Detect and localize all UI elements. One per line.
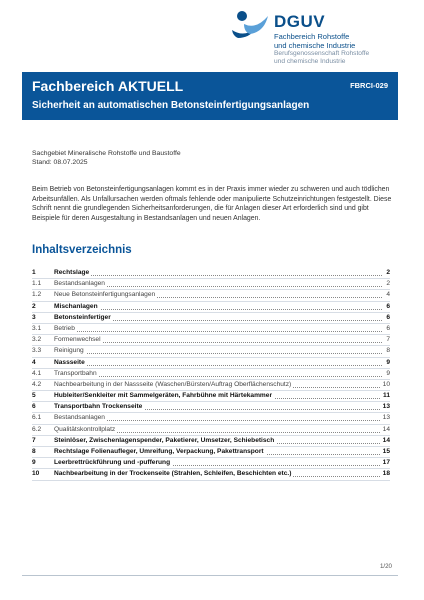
intro-paragraph: Beim Betrieb von Betonsteinfertigungsanlagen kommt es in der Praxis immer wieder zu schweren und auch tödlichen Arbeitsunfällen. Als Unfallursachen werden oftmals fehlende oder manipulierte Schutzeinrichtungen festgestellt. Diese Schrift nennt die grundlegenden Sicherheitsanforderungen, die für Anlagen dieser Art erforderlich sind und gibt Beispiele für deren Ausgestaltung in Bestandsanlagen und neuen Anlagen. [32,186,392,222]
toc-entry-title: Betrieb [54,324,75,332]
toc-dot-leader [54,302,382,310]
toc-entry-title: Hubleiter/Senkleiter mit Sammelgeräten, Fahrbühne mit Härtekammer [54,392,273,400]
footer-divider [22,575,398,576]
toc-entry-title-wrap [54,458,172,468]
toc-entry-title: Bestandsanlagen [54,414,105,422]
toc-entry[interactable] [32,290,390,301]
toc-entry[interactable] [32,469,390,480]
toc-entry-page: 11 [381,391,390,401]
stand-date: Stand: 08.07.2025 [32,159,88,166]
toc-entry-title: Reinigung [54,347,84,355]
toc-entry[interactable] [32,346,390,357]
toc-entry[interactable] [32,413,390,424]
toc-entry-title-wrap [54,402,144,412]
toc-dot-leader [54,346,382,354]
toc-entry-page: 15 [381,447,390,457]
toc-entry[interactable] [32,268,390,279]
toc-entry-page: 2 [384,268,390,278]
toc-entry-title: Rechtslage [54,269,90,276]
document-code: FBRCI-029 [350,81,388,90]
toc-entry-title-wrap [54,346,86,356]
toc-entry-title: Betonsteinfertiger [54,313,111,321]
toc-entry-number: 3.3 [32,347,42,355]
toc-entry-title: Bestandsanlagen [54,280,105,288]
toc-entry-title: Transportbahn [54,369,97,377]
toc-heading: Inhaltsverzeichnis [32,244,132,256]
toc-entry-number: 3.2 [32,336,42,344]
toc-entry-title-wrap [54,447,266,457]
toc-entry-number: 9 [32,459,36,467]
toc-entry-number: 3.1 [32,324,42,332]
toc-entry[interactable] [32,335,390,346]
toc-entry-page: 6 [384,313,390,323]
toc-entry[interactable] [32,380,390,391]
toc-entry-number: 4.2 [32,380,42,388]
toc-entry-title-wrap [54,302,100,312]
toc-entry-title-wrap [54,313,113,323]
toc-entry-title: Mischanlagen [54,302,98,310]
toc-entry-title-wrap [54,425,117,435]
toc-entry-number: 4 [32,358,36,366]
toc-entry-number: 3 [32,313,36,321]
toc-entry-number: 5 [32,392,36,400]
toc-entry-title: Steinlöser, Zwischenlagenspender, Paketierer, Umsetzer, Schiebetisch [54,436,275,444]
toc-entry-title-wrap [54,369,99,379]
toc-entry-page: 6 [384,302,390,312]
toc-entry-page: 6 [384,324,390,334]
logo-line-3: Berufsgenossenschaft Rohstoffe [274,50,370,57]
toc-entry-title-wrap [54,413,107,423]
toc-entry[interactable] [32,425,390,436]
toc-entry[interactable] [32,391,390,402]
toc-entry-title: Neue Betonsteinfertigungsanlagen [54,291,156,299]
toc-dot-leader [54,335,382,343]
toc-entry[interactable] [32,447,390,458]
toc-entry-page: 7 [384,335,390,345]
toc-entry-page: 8 [384,346,390,356]
toc-entry-number: 2 [32,302,36,310]
toc-entry-page: 13 [381,413,390,423]
toc-entry[interactable] [32,358,390,369]
toc-entry-page: 2 [384,279,390,289]
header-title: Fachbereich AKTUELL [32,78,184,94]
toc-entry-title-wrap [54,358,87,368]
toc-entry-number: 8 [32,448,36,455]
toc-entry-title-wrap [54,324,77,334]
toc-entry[interactable] [32,302,390,313]
toc-entry-title-wrap [54,469,293,479]
toc-entry-number: 10 [32,470,40,478]
toc-entry[interactable] [32,402,390,413]
toc-entry-title-wrap [54,380,293,390]
toc-entry[interactable] [32,324,390,335]
toc-entry-title: Qualitätskontrollplatz [54,425,116,433]
toc-dot-leader [54,369,382,377]
logo-wordmark: DGUV [274,12,326,31]
toc-entry-number: 6.2 [32,425,42,433]
document-subtitle: Sicherheit an automatischen Betonsteinfertigungsanlagen [32,100,310,111]
toc-dot-leader [54,324,382,332]
logo-line-4: und chemische Industrie [274,58,346,65]
toc-entry-title-wrap [54,335,103,345]
toc-entry-title-wrap [54,279,107,289]
toc-entry[interactable] [32,436,390,447]
toc-entry-number: 7 [32,436,36,444]
toc-entry-page: 18 [381,469,390,479]
toc-entry[interactable] [32,279,390,290]
page-number: 1/20 [379,563,392,570]
toc-entry-page: 14 [381,436,390,446]
toc-entry-page: 17 [381,458,390,468]
toc-entry-title: Leerbrettrückführung und -pufferung [54,459,171,467]
toc-entry[interactable] [32,458,390,469]
toc-entry-number: 1.1 [32,280,42,288]
toc-entry-number: 6 [32,403,36,411]
toc-entry-title-wrap [54,391,274,401]
toc-entry-title: Nachbearbeitung in der Trockenseite (Strahlen, Schleifen, Beschichten etc.) [54,470,292,478]
toc-entry-number: 1 [32,269,36,276]
toc-entry-page: 10 [381,380,390,390]
header-band [22,72,398,120]
toc-entry-number: 1.2 [32,291,42,299]
toc-entry-page: 13 [381,402,390,412]
toc-entry-page: 4 [384,290,390,300]
dguv-logo-mark-icon [230,8,270,40]
toc-entry[interactable] [32,369,390,380]
toc-entry-title: Rechtslage Folienaufleger, Umreifung, Verpackung, Pakettransport [54,448,264,455]
table-of-contents [32,268,390,481]
toc-entry-title-wrap [54,436,276,446]
toc-entry-number: 4.1 [32,369,42,377]
toc-dot-leader [54,268,382,276]
toc-dot-leader [54,358,382,366]
toc-entry-title: Transportbahn Trockenseite [54,403,143,411]
toc-entry-page: 9 [384,369,390,379]
toc-entry-page: 9 [384,358,390,368]
toc-entry-title: Formenwechsel [54,336,101,344]
logo-line-1: Fachbereich Rohstoffe [274,32,350,41]
toc-entry-page: 14 [381,425,390,435]
sachgebiet-text: Sachgebiet Mineralische Rohstoffe und Baustoffe [32,150,181,157]
toc-entry[interactable] [32,313,390,324]
toc-entry-number: 6.1 [32,414,42,422]
logo-line-2: und chemische Industrie [274,41,356,50]
toc-entry-title-wrap [54,290,157,300]
toc-entry-title: Nassseite [54,358,85,366]
dguv-logo [230,8,416,68]
toc-entry-title: Nachbearbeitung in der Nassseite (Waschen/Bürsten/Auftrag Oberflächenschutz) [54,380,292,388]
toc-entry-title-wrap [54,268,91,278]
